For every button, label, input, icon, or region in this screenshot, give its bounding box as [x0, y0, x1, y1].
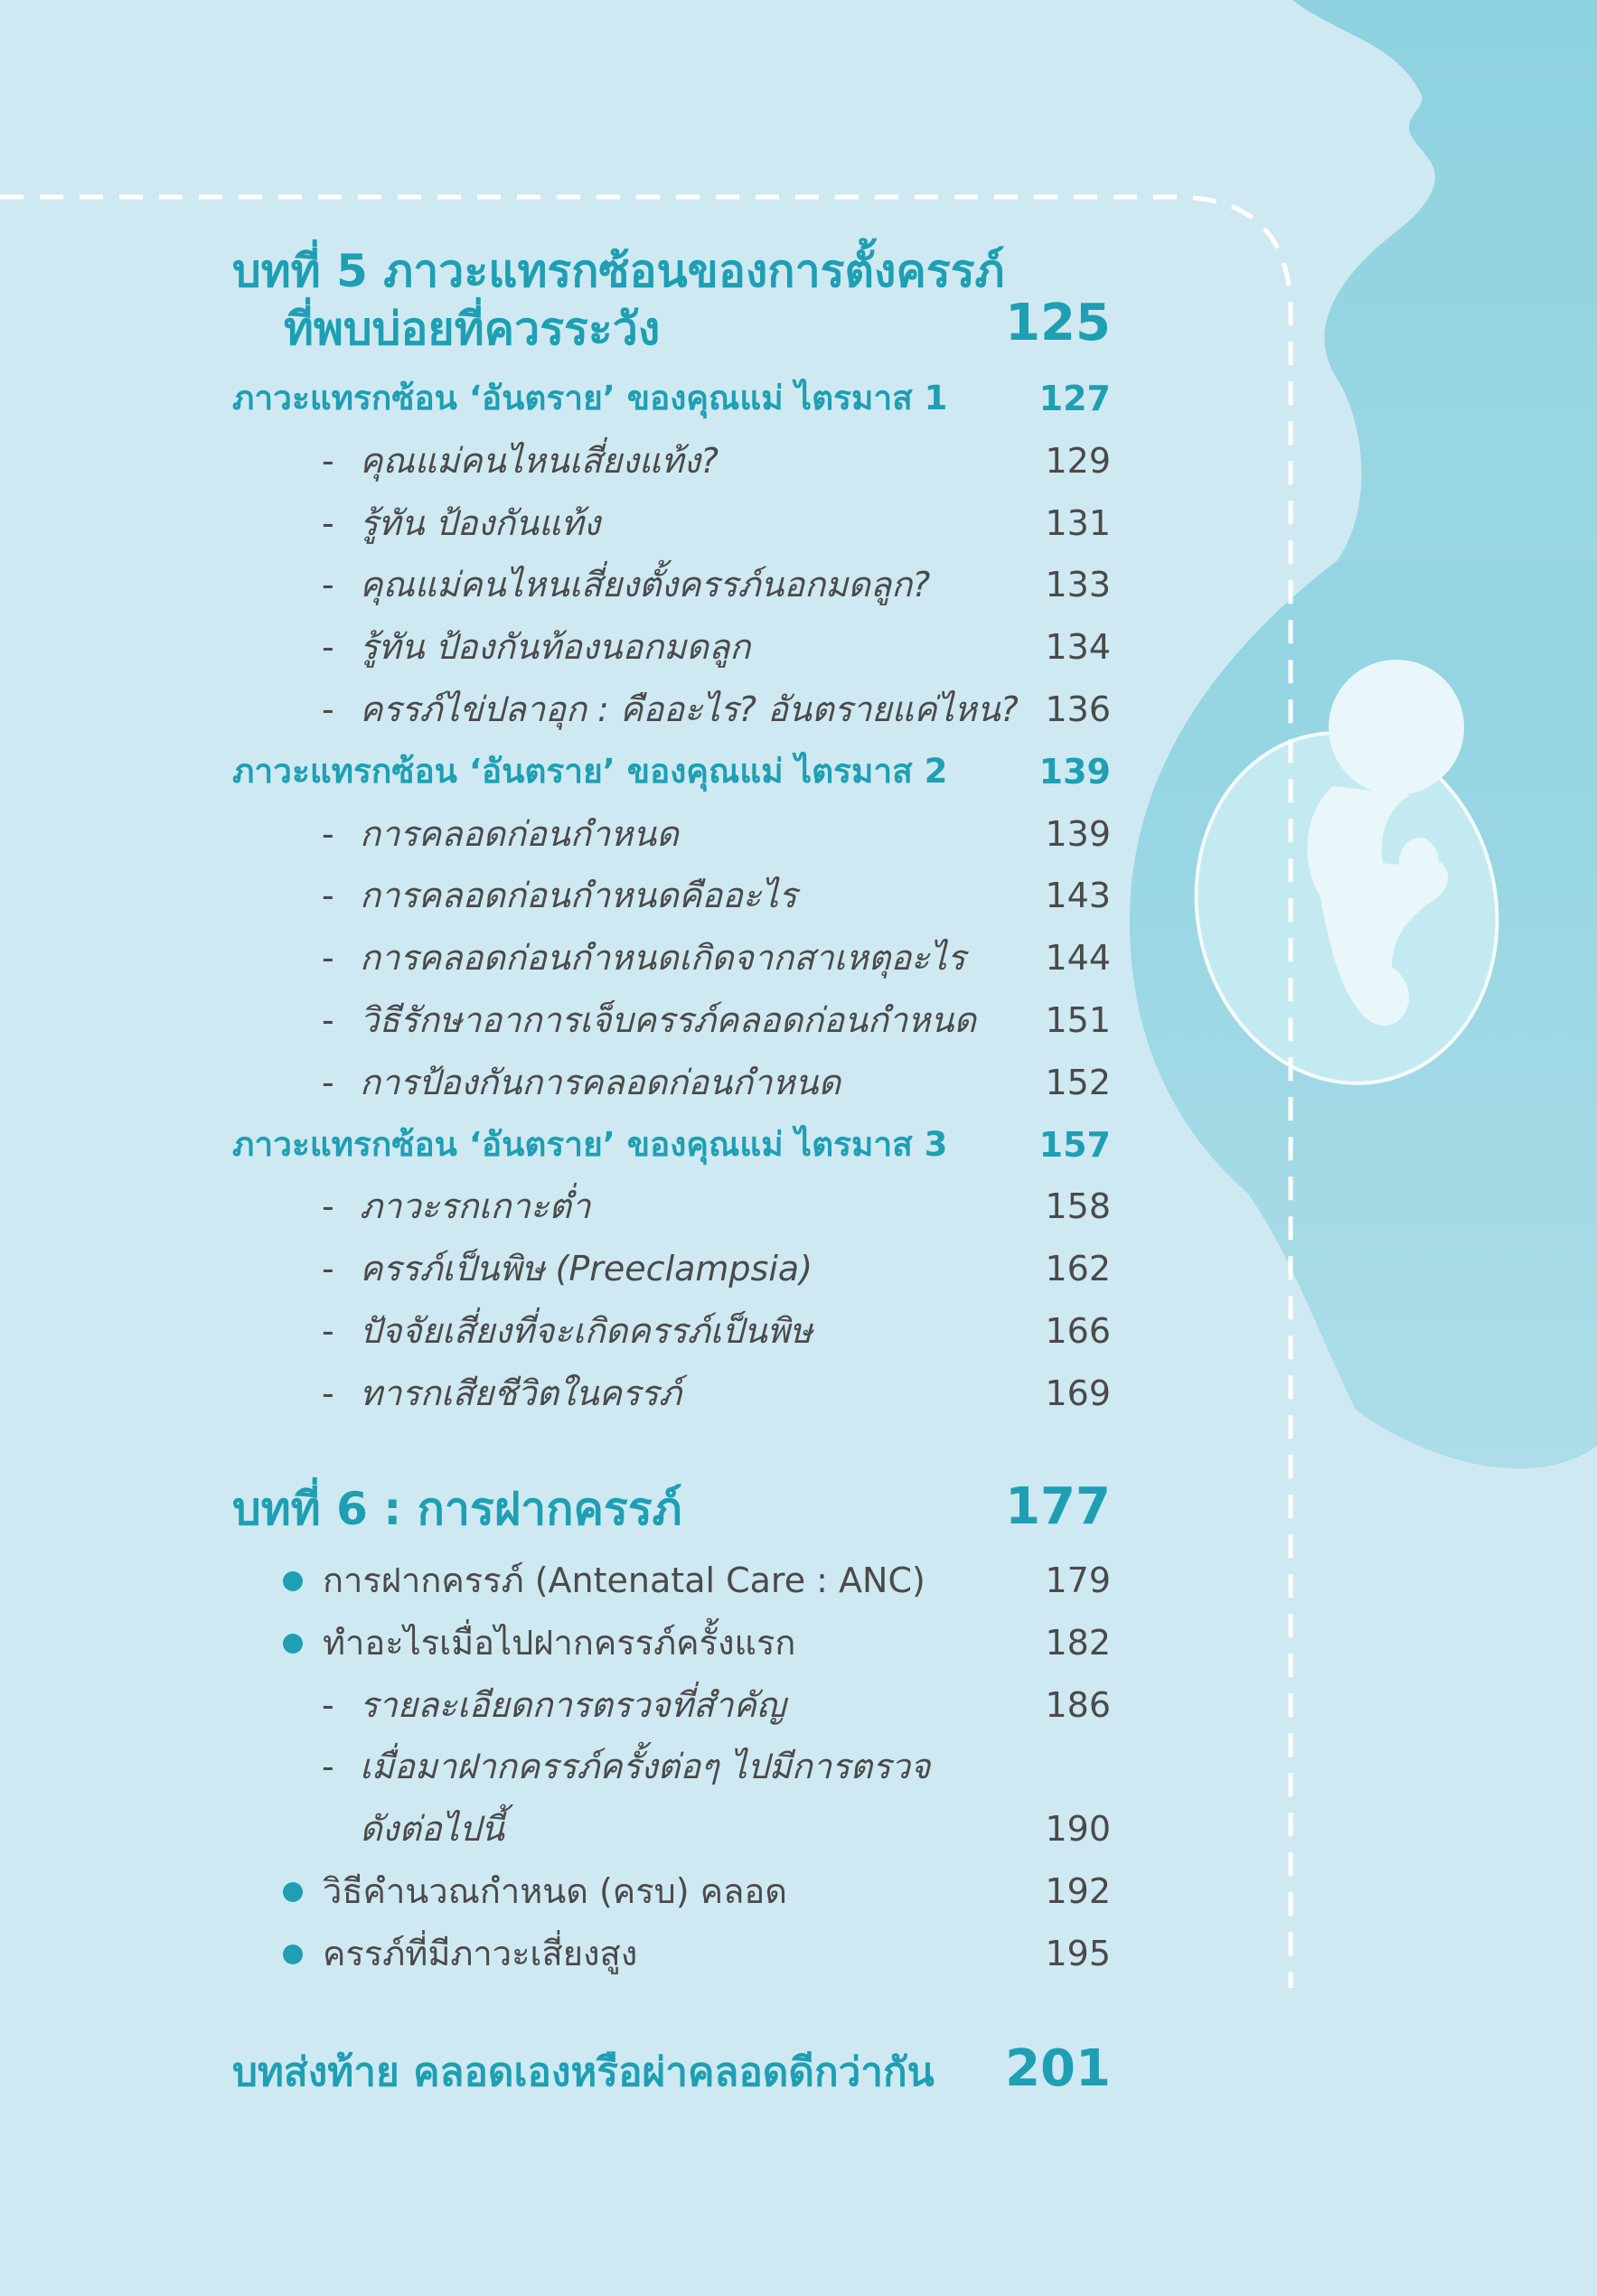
toc-entry — [0, 1115, 1597, 1175]
toc-entry-page: 169 — [1045, 1373, 1111, 1413]
toc-entry-label: ครรภ์ที่มีภาวะเสี่ยงสูง — [323, 1933, 638, 1973]
dash-marker: - — [322, 813, 334, 854]
toc-entry-page: 144 — [1045, 938, 1111, 979]
epilogue-title: บทส่งท้าย คลอดเองหรือผ่าคลอดดีกว่ากัน — [232, 2049, 935, 2095]
bullet-dot-icon — [283, 1634, 303, 1654]
dash-marker: - — [322, 1062, 334, 1102]
toc-entry-label: ภาวะแทรกซ้อน ‘อันตราย’ ของคุณแม่ ไตรมาส 3 — [232, 1124, 948, 1164]
toc-entry-label: ภาวะแทรกซ้อน ‘อันตราย’ ของคุณแม่ ไตรมาส 1 — [232, 379, 948, 417]
dash-marker: - — [322, 1373, 334, 1413]
toc-entry-label: การคลอดก่อนกำหนด — [360, 813, 679, 854]
toc-entry-label: คุณแม่คนไหนเสี่ยงแท้ง? — [360, 440, 719, 481]
toc-entry — [0, 866, 1597, 925]
dash-marker: - — [322, 502, 334, 543]
toc-entry-page: 162 — [1045, 1249, 1111, 1289]
dash-marker: - — [322, 938, 334, 979]
toc-entry-page: 143 — [1045, 876, 1111, 916]
toc-entry-page: 152 — [1045, 1062, 1111, 1102]
toc-entry-page: 166 — [1045, 1311, 1111, 1351]
toc-entry — [0, 804, 1597, 864]
toc-entry-label: เมื่อมาฝากครรภ์ครั้งต่อๆ ไปมีการตรวจ — [360, 1747, 931, 1787]
toc-entry-label: การฝากครรภ์ (Antenatal Care : ANC) — [323, 1560, 925, 1600]
toc-entry — [0, 1301, 1597, 1361]
dash-marker: - — [322, 627, 334, 668]
dash-marker: - — [322, 565, 334, 605]
chapter-5-title-line1: บทที่ 5 ภาวะแทรกซ้อนของการตั้งครรภ์ — [232, 245, 1005, 297]
chapter-5-title-line2: ที่พบบ่อยที่ควรระวัง — [284, 303, 661, 355]
toc-entry — [0, 1861, 1597, 1921]
toc-entry-label: การป้องกันการคลอดก่อนกำหนด — [360, 1062, 841, 1102]
dash-marker: - — [322, 1186, 334, 1227]
toc-entry-label: ภาวะแทรกซ้อน ‘อันตราย’ ของคุณแม่ ไตรมาส 2 — [232, 751, 948, 791]
dash-marker: - — [322, 1684, 334, 1725]
toc-entry — [0, 1924, 1597, 1983]
toc-entry-page: 179 — [1045, 1560, 1111, 1600]
dash-marker: - — [322, 689, 334, 729]
toc-entry — [0, 928, 1597, 988]
toc-entry-page: 127 — [1038, 379, 1111, 418]
toc-entry — [0, 1613, 1597, 1673]
toc-entry — [0, 1239, 1597, 1298]
toc-entry-page: 182 — [1045, 1622, 1111, 1663]
toc-entry-label: ดังต่อไปนี้ — [360, 1809, 504, 1850]
toc-entry — [0, 742, 1597, 801]
chapter-6-title: บทที่ 6 : การฝากครรภ์ — [232, 1483, 682, 1535]
toc-entry — [0, 555, 1597, 614]
toc-entry — [0, 493, 1597, 553]
toc-entry-label: รายละเอียดการตรวจที่สำคัญ — [360, 1684, 786, 1725]
toc-entry — [0, 1551, 1597, 1610]
toc-entry-label: ครรภ์เป็นพิษ (Preeclampsia) — [360, 1249, 813, 1289]
toc-entry — [0, 990, 1597, 1050]
bullet-dot-icon — [283, 1571, 303, 1591]
toc-entry-page: 192 — [1045, 1871, 1111, 1911]
toc-entry-label: ทารกเสียชีวิตในครรภ์ — [360, 1373, 681, 1413]
dash-marker: - — [322, 876, 334, 916]
toc-entry-label: การคลอดก่อนกำหนดเกิดจากสาเหตุอะไร — [360, 938, 966, 979]
toc-entry — [0, 1053, 1597, 1112]
toc-entry-label: ภาวะรกเกาะต่ำ — [360, 1186, 591, 1227]
toc-entry-label: ทำอะไรเมื่อไปฝากครรภ์ครั้งแรก — [323, 1622, 796, 1663]
toc-entry-page: 134 — [1045, 627, 1111, 668]
chapter-6-page: 177 — [1005, 1477, 1111, 1536]
toc-entry-page: 139 — [1045, 813, 1111, 854]
toc-entry-page: 157 — [1038, 1124, 1111, 1165]
toc-entry-label: การคลอดก่อนกำหนดคืออะไร — [360, 876, 797, 916]
toc-entry — [0, 1364, 1597, 1423]
toc-entry — [0, 617, 1597, 677]
toc-entry-label: รู้ทัน ป้องกันแท้ง — [360, 502, 601, 543]
toc-entry-label: วิธีคำนวณกำหนด (ครบ) คลอด — [323, 1871, 787, 1911]
dash-marker: - — [322, 1000, 334, 1040]
chapter-5-page: 125 — [1005, 294, 1111, 352]
bullet-dot-icon — [283, 1882, 303, 1902]
toc-entry-page: 186 — [1045, 1684, 1111, 1725]
dash-marker: - — [322, 1249, 334, 1289]
toc-entry-page: 131 — [1045, 502, 1111, 543]
toc-entry-page: 139 — [1038, 751, 1111, 792]
toc-entry-page: 190 — [1045, 1809, 1111, 1850]
toc-entry-page: 195 — [1045, 1933, 1111, 1973]
dash-marker: - — [322, 1311, 334, 1351]
dash-marker: - — [322, 440, 334, 481]
toc-entry-label: วิธีรักษาอาการเจ็บครรภ์คลอดก่อนกำหนด — [360, 1000, 976, 1040]
toc-entry-label: คุณแม่คนไหนเสี่ยงตั้งครรภ์นอกมดลูก? — [360, 565, 931, 605]
toc-entry — [0, 431, 1597, 491]
toc-entry-page: 133 — [1045, 565, 1111, 605]
bullet-dot-icon — [283, 1945, 303, 1964]
toc-entry — [0, 1176, 1597, 1236]
toc-entry-page: 151 — [1045, 1000, 1111, 1040]
toc-entry-label: ครรภ์ไข่ปลาอุก : คืออะไร? อันตรายแค่ไหน? — [360, 689, 1019, 729]
toc-entry-label: ปัจจัยเสี่ยงที่จะเกิดครรภ์เป็นพิษ — [360, 1311, 813, 1351]
toc-entry-page: 136 — [1045, 689, 1111, 729]
toc-entry — [0, 369, 1597, 428]
toc-entry-label: รู้ทัน ป้องกันท้องนอกมดลูก — [360, 627, 751, 668]
dash-marker: - — [322, 1747, 334, 1787]
epilogue-page: 201 — [1005, 2039, 1111, 2098]
toc-entry — [0, 1799, 1597, 1859]
toc-entry — [0, 679, 1597, 739]
toc-entry-page: 158 — [1045, 1186, 1111, 1227]
toc-entry — [0, 1675, 1597, 1735]
toc-entry-page: 129 — [1045, 440, 1111, 481]
toc-entry — [0, 1737, 1597, 1796]
